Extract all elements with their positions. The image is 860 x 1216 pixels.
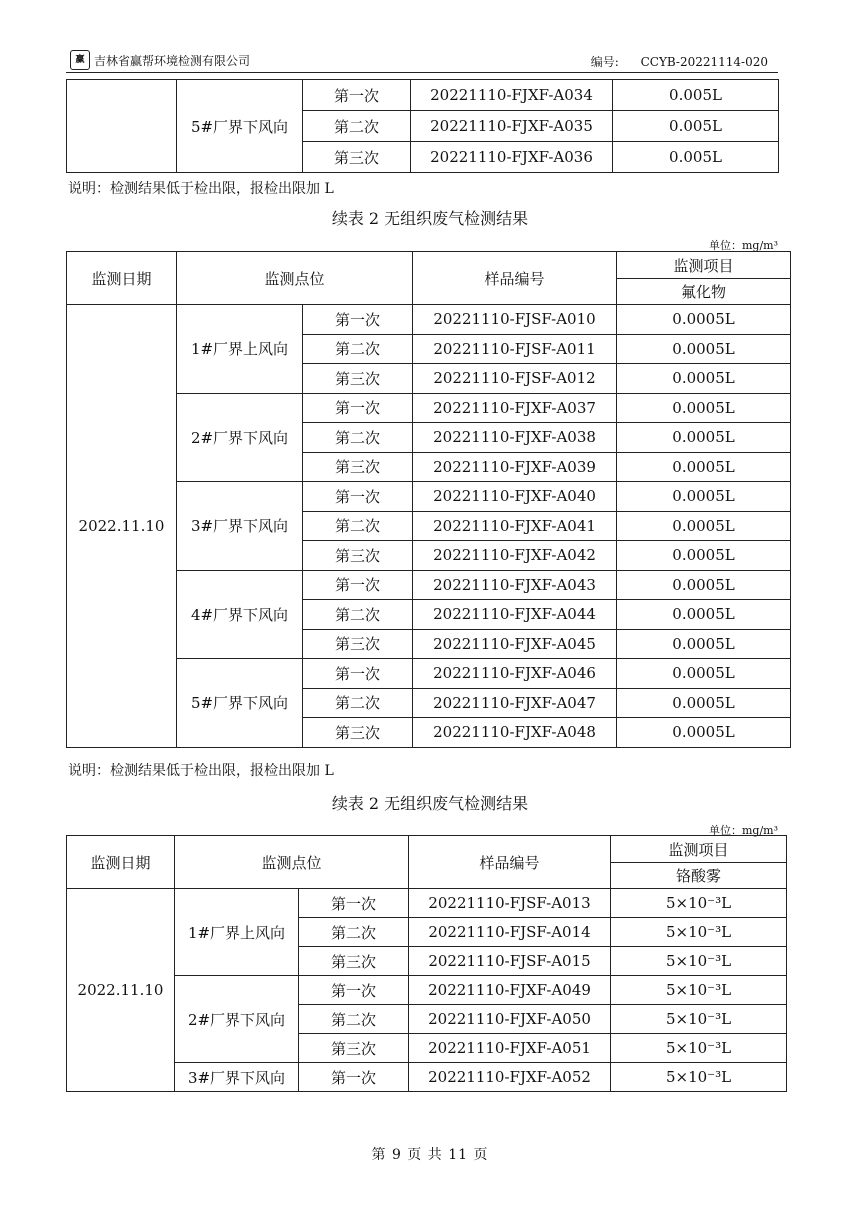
sample-id-cell: 20221110-FJSF-A011 [413, 334, 617, 364]
date-cell: 2022.11.10 [67, 305, 177, 748]
sample-id-cell: 20221110-FJXF-A045 [413, 629, 617, 659]
result-cell: 0.0005L [617, 629, 791, 659]
company-name: 吉林省赢帮环境检测有限公司 [94, 53, 251, 68]
header-item: 监测项目 [611, 836, 787, 863]
times-cell: 第二次 [303, 600, 413, 630]
result-cell: 0.0005L [617, 718, 791, 748]
note-1: 说明：检测结果低于检出限，报检出限加 L [68, 181, 334, 197]
document-code-value: CCYB-20221114-020 [640, 55, 768, 69]
point-cell: 2#厂界下风向 [177, 393, 303, 482]
table-row [67, 80, 779, 111]
note-2: 说明：检测结果低于检出限，报检出限加 L [68, 763, 334, 779]
times-cell: 第三次 [299, 947, 409, 976]
result-cell: 0.005L [613, 142, 779, 173]
result-cell: 0.0005L [617, 452, 791, 482]
header-point: 监测点位 [177, 252, 413, 305]
sample-id-cell: 20221110-FJXF-A037 [413, 393, 617, 423]
result-cell: 0.0005L [617, 334, 791, 364]
company-logo: 赢 [70, 50, 90, 70]
header-point: 监测点位 [175, 836, 409, 889]
page-footer: 第 9 页 共 11 页 [371, 1147, 489, 1163]
point-cell: 1#厂界上风向 [175, 889, 299, 976]
table-fluoride [66, 251, 791, 748]
sample-id-cell: 20221110-FJXF-A048 [413, 718, 617, 748]
result-cell: 0.0005L [617, 659, 791, 689]
date-cell: 2022.11.10 [67, 889, 175, 1092]
sample-id-cell: 20221110-FJXF-A043 [413, 570, 617, 600]
times-cell: 第一次 [299, 889, 409, 918]
result-cell: 0.0005L [617, 511, 791, 541]
result-cell: 0.0005L [617, 364, 791, 394]
times-cell: 第一次 [299, 1063, 409, 1092]
sample-id-cell: 20221110-FJXF-A051 [409, 1034, 611, 1063]
times-cell: 第三次 [303, 629, 413, 659]
times-cell: 第一次 [303, 659, 413, 689]
header-sample: 样品编号 [413, 252, 617, 305]
sample-id-cell: 20221110-FJSF-A013 [409, 889, 611, 918]
sample-id-cell: 20221110-FJXF-A049 [409, 976, 611, 1005]
result-cell: 0.005L [613, 111, 779, 142]
sample-id-cell: 20221110-FJSF-A015 [409, 947, 611, 976]
header-item: 监测项目 [617, 252, 791, 279]
header-sample: 样品编号 [409, 836, 611, 889]
point-cell: 5#厂界下风向 [177, 80, 303, 173]
result-cell: 0.0005L [617, 688, 791, 718]
sample-id-cell: 20221110-FJXF-A038 [413, 423, 617, 453]
header-substance: 铬酸雾 [611, 863, 787, 889]
times-cell: 第三次 [299, 1034, 409, 1063]
times-cell: 第三次 [303, 541, 413, 571]
result-cell: 5×10⁻³L [611, 918, 787, 947]
table3-caption: 续表 2 无组织废气检测结果 [331, 794, 529, 813]
times-cell: 第一次 [303, 393, 413, 423]
times-cell: 第三次 [303, 718, 413, 748]
times-cell: 第二次 [303, 688, 413, 718]
result-cell: 0.0005L [617, 541, 791, 571]
table-row [67, 976, 787, 1005]
table-continued [66, 79, 779, 173]
times-cell: 第二次 [303, 111, 411, 142]
sample-id-cell: 20221110-FJXF-A040 [413, 482, 617, 512]
document-code [591, 53, 768, 70]
result-cell: 0.0005L [617, 305, 791, 335]
result-cell: 0.0005L [617, 570, 791, 600]
table-chromic-acid [66, 835, 787, 1092]
times-cell: 第一次 [303, 80, 411, 111]
table-row [67, 1063, 787, 1092]
point-cell: 4#厂界下风向 [177, 570, 303, 659]
sample-id-cell: 20221110-FJXF-A035 [411, 111, 613, 142]
sample-id-cell: 20221110-FJSF-A010 [413, 305, 617, 335]
times-cell: 第二次 [299, 1005, 409, 1034]
result-cell: 0.005L [613, 80, 779, 111]
header-substance: 氟化物 [617, 279, 791, 305]
sample-id-cell: 20221110-FJSF-A014 [409, 918, 611, 947]
sample-id-cell: 20221110-FJSF-A012 [413, 364, 617, 394]
sample-id-cell: 20221110-FJXF-A039 [413, 452, 617, 482]
times-cell: 第二次 [299, 918, 409, 947]
point-cell: 1#厂界上风向 [177, 305, 303, 394]
document-code-label: 编号: [590, 55, 619, 69]
header-rule [66, 72, 778, 73]
table-row [67, 305, 791, 335]
point-cell: 2#厂界下风向 [175, 976, 299, 1063]
sample-id-cell: 20221110-FJXF-A036 [411, 142, 613, 173]
times-cell: 第三次 [303, 364, 413, 394]
times-cell: 第三次 [303, 452, 413, 482]
result-cell: 5×10⁻³L [611, 976, 787, 1005]
sample-id-cell: 20221110-FJXF-A050 [409, 1005, 611, 1034]
sample-id-cell: 20221110-FJXF-A044 [413, 600, 617, 630]
result-cell: 5×10⁻³L [611, 1034, 787, 1063]
times-cell: 第二次 [303, 511, 413, 541]
sample-id-cell: 20221110-FJXF-A034 [411, 80, 613, 111]
result-cell: 0.0005L [617, 482, 791, 512]
table-row [67, 889, 787, 918]
header-date: 监测日期 [67, 836, 175, 889]
point-cell: 3#厂界下风向 [177, 482, 303, 571]
times-cell: 第一次 [299, 976, 409, 1005]
table3-unit: 单位：mg/m³ [708, 824, 778, 837]
times-cell: 第一次 [303, 305, 413, 335]
times-cell: 第二次 [303, 423, 413, 453]
sample-id-cell: 20221110-FJXF-A052 [409, 1063, 611, 1092]
result-cell: 0.0005L [617, 393, 791, 423]
result-cell: 0.0005L [617, 423, 791, 453]
result-cell: 5×10⁻³L [611, 889, 787, 918]
result-cell: 5×10⁻³L [611, 1005, 787, 1034]
sample-id-cell: 20221110-FJXF-A042 [413, 541, 617, 571]
table2-caption: 续表 2 无组织废气检测结果 [331, 209, 529, 228]
sample-id-cell: 20221110-FJXF-A047 [413, 688, 617, 718]
times-cell: 第二次 [303, 334, 413, 364]
result-cell: 0.0005L [617, 600, 791, 630]
result-cell: 5×10⁻³L [611, 1063, 787, 1092]
point-cell: 3#厂界下风向 [175, 1063, 299, 1092]
page-header-company [70, 50, 250, 70]
times-cell: 第一次 [303, 482, 413, 512]
times-cell: 第一次 [303, 570, 413, 600]
times-cell: 第三次 [303, 142, 411, 173]
table2-unit: 单位：mg/m³ [708, 239, 778, 252]
header-date: 监测日期 [67, 252, 177, 305]
result-cell: 5×10⁻³L [611, 947, 787, 976]
sample-id-cell: 20221110-FJXF-A046 [413, 659, 617, 689]
point-cell: 5#厂界下风向 [177, 659, 303, 748]
sample-id-cell: 20221110-FJXF-A041 [413, 511, 617, 541]
empty-date-cell [67, 80, 177, 173]
